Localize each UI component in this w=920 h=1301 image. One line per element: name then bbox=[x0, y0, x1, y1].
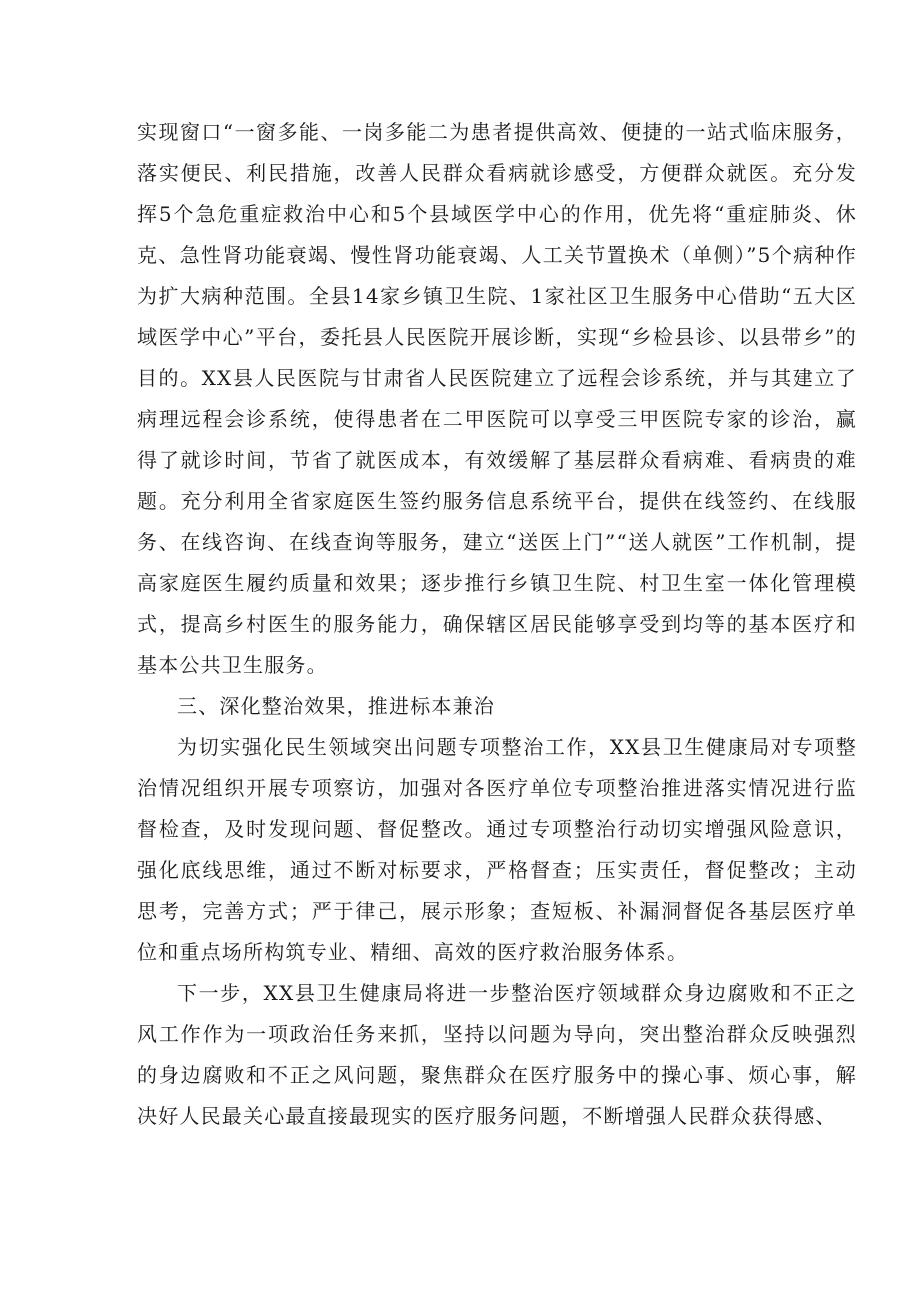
body-paragraph-next-step: 下一步，XX县卫生健康局将进一步整治医疗领域群众身边腐败和不正之风工作作为一项政治任务来抓，坚持以问题为导向，突出整治群众反映强烈的身边腐败和不正之风问题，聚焦群众在医疗服务中的操心事、烦心事，解决好人民最关心最直接最现实的医疗服务问题，不断增强人民群众获得感、 bbox=[137, 981, 857, 1128]
body-paragraph-continued: 实现窗口“一窗多能、一岗多能二为患者提供高效、便捷的一站式临床服务，落实便民、利民措施，改善人民群众看病就诊感受，方便群众就医。充分发挥5个急危重症救治中心和5个县域医学中心的作用，优先将“重症肺炎、休克、急性肾功能衰竭、慢性肾功能衰竭、人工关节置换术（单侧）”5个病种作为扩大病种范围。全县14家乡镇卫生院、1家社区卫生服务中心借助“五大区域医学中心”平台，委托县人民医院开展诊断，实现“乡检县诊、以县带乡”的目的。XX县人民医院与甘肃省人民医院建立了远程会诊系统，并与其建立了病理远程会诊系统，使得患者在二甲医院可以享受三甲医院专家的诊治，赢得了就诊时间，节省了就医成本，有效缓解了基层群众看病难、看病贵的难题。充分利用全省家庭医生签约服务信息系统平台，提供在线签约、在线服务、在线咨询、在线查询等服务，建立“送医上门”“送人就医”工作机制，提高家庭医生履约质量和效果；逐步推行乡镇卫生院、村卫生室一体化管理模式，提高乡村医生的服务能力，确保辖区居民能够享受到均等的基本医疗和基本公共卫生服务。 bbox=[137, 120, 857, 677]
section-heading: 三、深化整治效果，推进标本兼治 bbox=[177, 694, 495, 718]
document-body bbox=[137, 112, 857, 1137]
body-paragraph: 为切实强化民生领域突出问题专项整治工作，XX县卫生健康局对专项整治情况组织开展专项察访，加强对各医疗单位专项整治推进落实情况进行监督检查，及时发现问题、督促整改。通过专项整治行动切实增强风险意识，强化底线思维，通过不断对标要求，严格督查；压实责任，督促整改；主动思考，完善方式；严于律己，展示形象；查短板、补漏洞督促各基层医疗单位和重点场所构筑专业、精细、高效的医疗救治服务体系。 bbox=[137, 735, 857, 964]
